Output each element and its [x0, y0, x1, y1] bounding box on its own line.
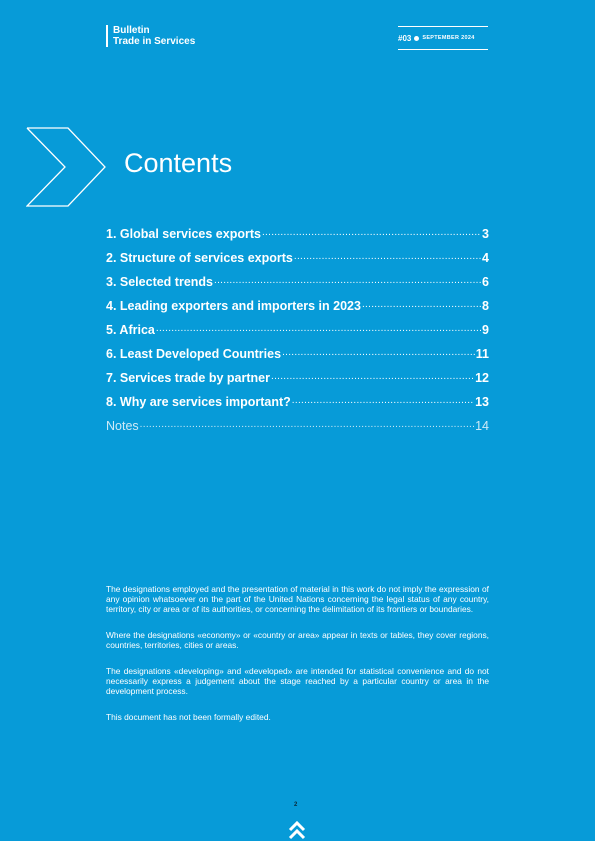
issue-number: #03 [398, 33, 412, 43]
toc-leader [271, 371, 474, 382]
toc-item[interactable] [106, 337, 489, 361]
toc-item[interactable] [106, 289, 489, 313]
toc-leader [282, 347, 475, 358]
toc-leader [294, 251, 481, 262]
toc-page: 3 [482, 227, 489, 241]
toc-leader [292, 395, 474, 406]
toc-label: 1. Global services exports [106, 227, 261, 241]
toc-page: 11 [475, 347, 489, 361]
toc-leader [156, 323, 481, 334]
table-of-contents [106, 217, 489, 433]
disclaimer-paragraph: Where the designations «economy» or «country or area» appear in texts or tables, they cover regions, countries, territories, cities or areas. [106, 630, 489, 650]
disclaimer [106, 584, 489, 738]
toc-item[interactable] [106, 217, 489, 241]
toc-page: 13 [475, 395, 489, 409]
disclaimer-paragraph: The designations employed and the presentation of material in this work do not imply the expression of any opinion whatsoever on the part of the United Nations concerning the legal status of any country, territory, city or area or of its authorities, or concerning the delimitation of its frontiers or boundaries. [106, 584, 489, 614]
toc-leader [140, 419, 474, 430]
toc-page: 12 [475, 371, 489, 385]
toc-item[interactable] [106, 385, 489, 409]
brand-line-2: Trade in Services [113, 36, 196, 47]
toc-leader [262, 227, 481, 238]
toc-item[interactable] [106, 409, 489, 433]
separator-dot [414, 36, 419, 41]
toc-label: 8. Why are services important? [106, 395, 291, 409]
double-chevron-up-icon[interactable] [288, 818, 306, 841]
toc-page: 4 [482, 251, 489, 265]
page-title: Contents [124, 148, 233, 178]
disclaimer-paragraph: This document has not been formally edited. [106, 712, 271, 722]
toc-page: 6 [482, 275, 489, 289]
toc-item[interactable] [106, 241, 489, 265]
disclaimer-paragraph: The designations «developing» and «developed» are intended for statistical convenience and do not necessarily express a judgement about the stage reached by a particular country or area in the development process. [106, 666, 489, 696]
toc-item[interactable] [106, 313, 489, 337]
toc-page: 8 [482, 299, 489, 313]
issue-date: SEPTEMBER 2024 [422, 35, 475, 41]
toc-leader [214, 275, 481, 286]
issue-label [398, 26, 488, 50]
toc-label: 6. Least Developed Countries [106, 347, 282, 361]
toc-page: 14 [475, 419, 489, 433]
toc-label: Notes [106, 419, 139, 433]
bulletin-brand [106, 25, 195, 47]
toc-item[interactable] [106, 361, 489, 385]
brand-line-1: Bulletin [113, 25, 150, 36]
toc-label: 7. Services trade by partner [106, 371, 270, 385]
toc-page: 9 [482, 323, 489, 337]
toc-label: 2. Structure of services exports [106, 251, 293, 265]
toc-item[interactable] [106, 265, 489, 289]
toc-label: 4. Leading exporters and importers in 2023 [106, 299, 361, 313]
toc-leader [362, 299, 481, 310]
toc-label: 5. Africa [106, 323, 155, 337]
page-number: 2 [294, 802, 298, 808]
toc-label: 3. Selected trends [106, 275, 213, 289]
chevron-right-outline-icon [26, 127, 106, 207]
